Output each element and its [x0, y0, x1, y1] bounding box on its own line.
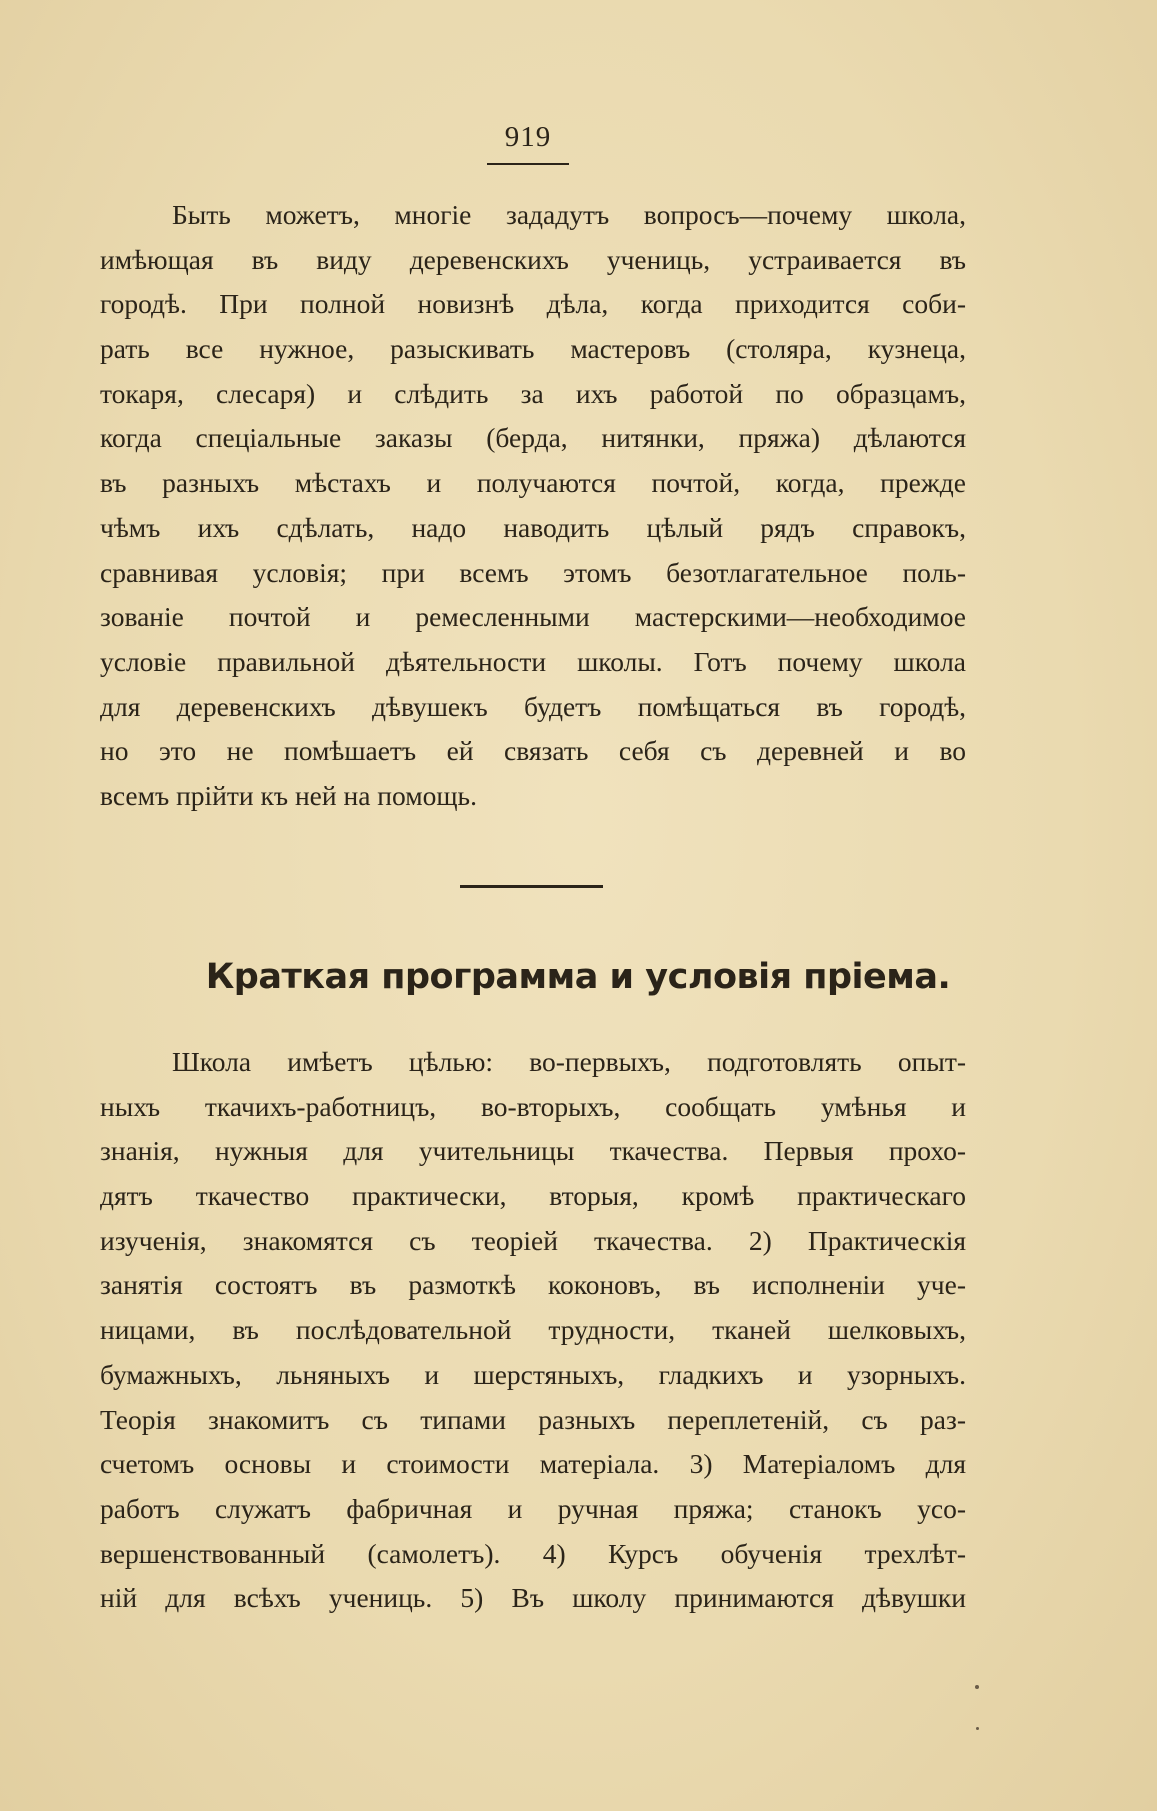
paragraph-2-line: изученія, знакомятся съ теоріей ткачества. 2) Практическія	[100, 1224, 966, 1256]
paragraph-1-line: городѣ. При полной новизнѣ дѣла, когда приходится соби-	[100, 288, 966, 320]
paragraph-2-line: вершенствованный (самолетъ). 4) Курсъ обученія трехлѣт-	[100, 1537, 966, 1569]
paragraph-2-line: работъ служатъ фабричная и ручная пряжа; станокъ усо-	[100, 1492, 966, 1524]
paragraph-2-line: ницами, въ послѣдовательной трудности, тканей шелковыхъ,	[100, 1314, 966, 1346]
paragraph-1-line: рать все нужное, разыскивать мастеровъ (столяра, кузнеца,	[100, 333, 966, 365]
paragraph-2	[100, 1040, 966, 1621]
paragraph-2-line: Теорія знакомитъ съ типами разныхъ переплетеній, съ раз-	[100, 1403, 966, 1435]
paragraph-1-line: чѣмъ ихъ сдѣлать, надо наводить цѣлый рядъ справокъ,	[100, 511, 966, 543]
paper-speck	[976, 1727, 979, 1730]
paragraph-1-line: но это не помѣшаетъ ей связать себя съ деревней и во	[100, 735, 966, 767]
paragraph-1-line: условіе правильной дѣятельности школы. Готъ почему школа	[100, 645, 966, 677]
paragraph-2-line: ній для всѣхъ учениць. 5) Въ школу принимаются дѣвушки	[100, 1582, 966, 1614]
section-heading: Краткая программа и условія пріема.	[205, 957, 951, 997]
paper-speck	[975, 1685, 979, 1689]
page-number: 919	[504, 121, 552, 153]
section-divider	[460, 885, 603, 888]
paragraph-1-line: токаря, слесаря) и слѣдить за ихъ работой по образцамъ,	[100, 377, 966, 409]
paragraph-1	[100, 193, 966, 819]
paragraph-2-line: ныхъ ткачихъ-работницъ, во-вторыхъ, сообщать умѣнья и	[100, 1090, 966, 1122]
paragraph-1-line: имѣющая въ виду деревенскихъ учениць, устраивается въ	[100, 243, 966, 275]
paragraph-2-line: счетомъ основы и стоимости матеріала. 3) Матеріаломъ для	[100, 1448, 966, 1480]
page-number-underline	[487, 163, 569, 165]
paragraph-1-line: всемъ прійти къ ней на помощь.	[100, 779, 477, 811]
paragraph-1-line: въ разныхъ мѣстахъ и получаются почтой, когда, прежде	[100, 467, 966, 499]
paragraph-2-line: знанія, нужныя для учительницы ткачества. Первыя прохо-	[100, 1135, 966, 1167]
paragraph-1-line: для деревенскихъ дѣвушекъ будетъ помѣщаться въ городѣ,	[100, 690, 966, 722]
paragraph-1-line: зованіе почтой и ремесленными мастерскими—необходимое	[100, 601, 966, 633]
paragraph-1-line: Быть можетъ, многіе зададутъ вопросъ—почему школа,	[172, 199, 966, 230]
paragraph-1-line: когда спеціальные заказы (берда, нитянки, пряжа) дѣлаются	[100, 422, 966, 454]
paragraph-2-line: дятъ ткачество практически, вторыя, кромѣ практическаго	[100, 1180, 966, 1212]
paragraph-2-line: занятія состоятъ въ размоткѣ коконовъ, въ исполненіи уче-	[100, 1269, 966, 1301]
paragraph-2-line: бумажныхъ, льняныхъ и шерстяныхъ, гладкихъ и узорныхъ.	[100, 1358, 966, 1390]
paragraph-2-line: Школа имѣетъ цѣлью: во-первыхъ, подготовлять опыт-	[172, 1046, 966, 1077]
paragraph-1-line: сравнивая условія; при всемъ этомъ безотлагательное поль-	[100, 556, 966, 588]
